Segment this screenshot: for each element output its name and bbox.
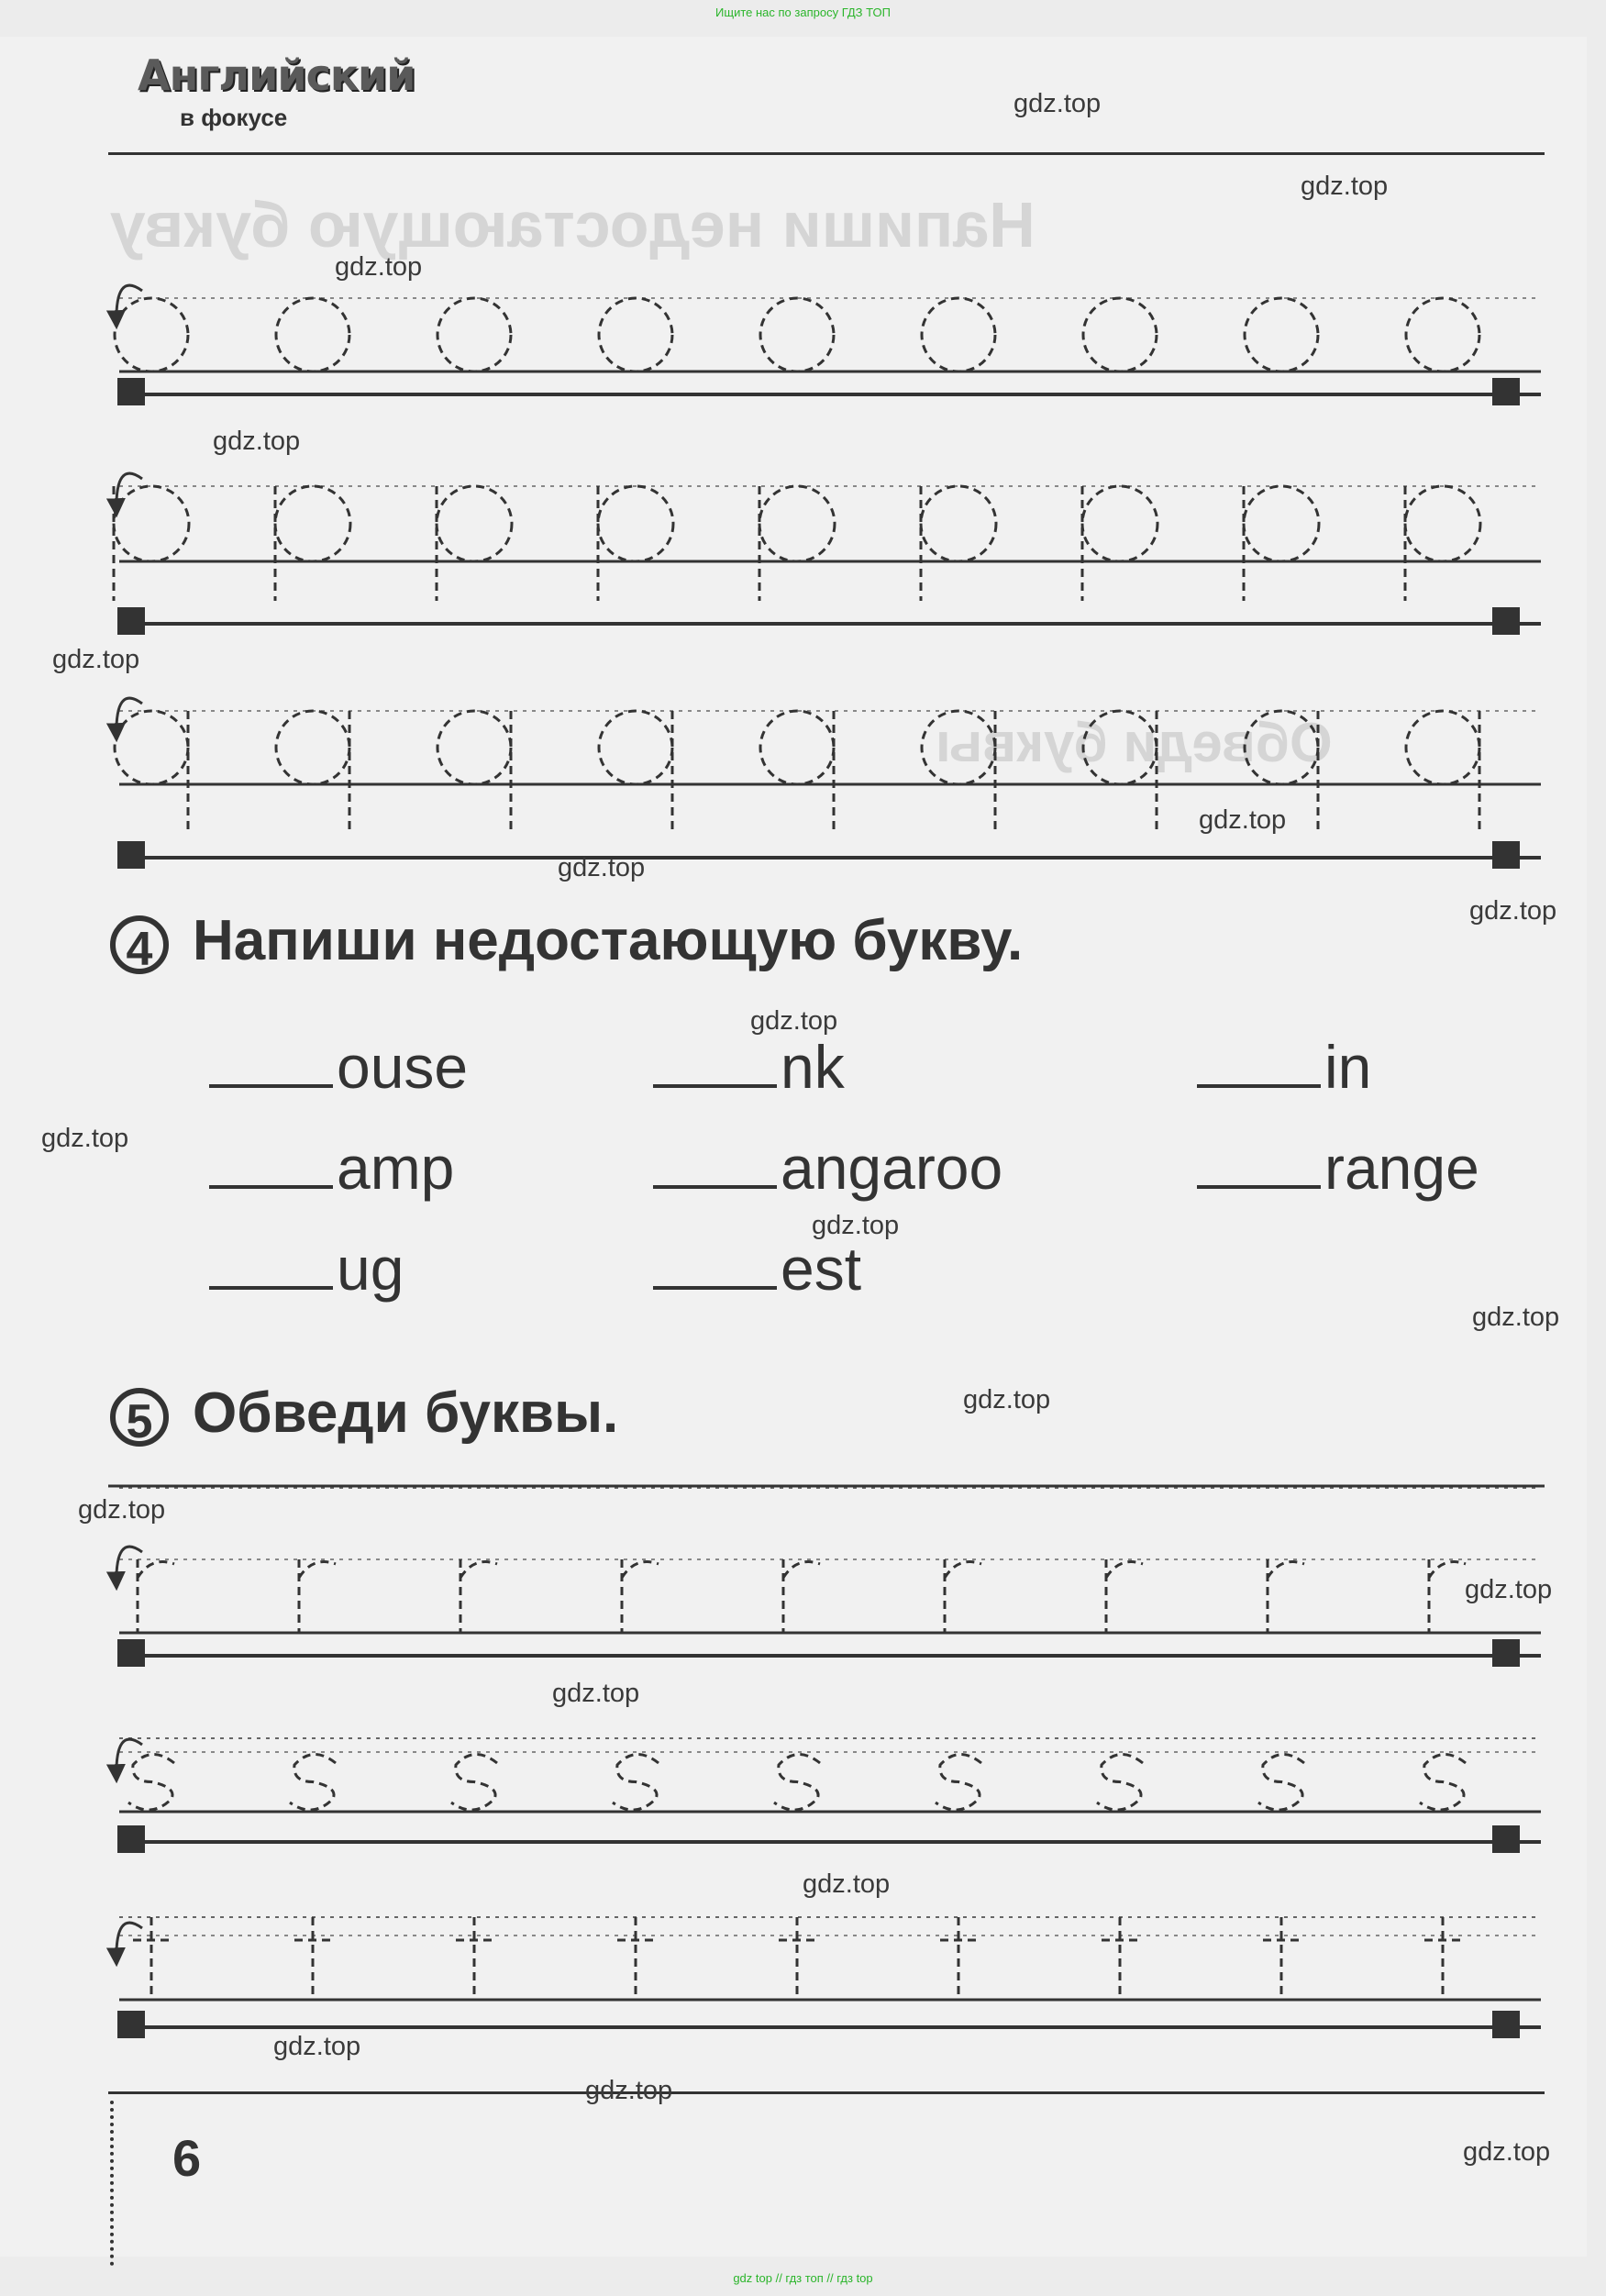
trace-letter [437,711,511,784]
word-fragment: est [781,1235,862,1303]
row-marker [117,1639,145,1667]
task-4-title-text: Напиши недостающую букву. [193,909,1024,972]
row-marker [1492,841,1520,869]
row-marker [117,607,145,635]
watermark: gdz.top [1013,89,1102,118]
trace-letter [1406,298,1479,372]
bleed-through-decoration: Напиши недостающую букву [110,189,1036,261]
trace-letter [128,1754,174,1810]
watermark: gdz.top [1472,1303,1560,1332]
watermark: gdz.top [803,1869,891,1899]
trace-letter [1429,1562,1466,1578]
watermark: gdz.top [812,1211,900,1240]
trace-letter [114,486,189,561]
trace-letter [275,486,350,561]
task-5-title [110,1381,618,1447]
answer-blank[interactable] [1197,1137,1321,1189]
trace-letter [1258,1754,1304,1810]
trace-letter [1245,298,1318,372]
trace-letter [1082,486,1157,561]
bleed-through-decoration: Обведи буквы [936,712,1333,773]
logo-title: Английский [138,50,415,100]
bottom-banner: gdz top // гдз топ // гдз top [733,2271,873,2285]
trace-letter [922,711,995,784]
trace-letter [760,298,834,372]
row-marker [117,841,145,869]
word-fragment: angaroo [781,1134,1003,1202]
word-blank-item[interactable] [209,1234,404,1303]
row-marker [117,2011,145,2038]
trace-letter [437,486,512,561]
row-marker [1492,1825,1520,1853]
trace-letter [759,486,835,561]
row-marker [117,1825,145,1853]
row-marker [1492,2011,1520,2038]
word-blank-item[interactable] [209,1032,468,1102]
word-fragment: nk [781,1033,845,1101]
trace-letter [1097,1754,1143,1810]
watermark: gdz.top [558,853,646,882]
trace-letter [1106,1562,1143,1578]
watermark: gdz.top [1199,805,1287,835]
answer-blank[interactable] [653,1238,777,1290]
trace-letter [138,1562,174,1578]
watermark: gdz.top [750,1006,838,1036]
watermark: gdz.top [1469,896,1557,926]
trace-letter [1245,711,1318,784]
row-marker [1492,378,1520,405]
trace-letter [936,1754,981,1810]
trace-letter [1405,486,1480,561]
trace-letter [613,1754,659,1810]
word-blank-item[interactable] [209,1133,454,1203]
word-blank-item[interactable] [1197,1032,1371,1102]
trace-letter [460,1562,497,1578]
page-number: 6 [172,2129,202,2187]
watermark: gdz.top [78,1495,166,1525]
word-fragment: amp [337,1134,455,1202]
stroke-direction-arrow [116,285,142,326]
word-fragment: range [1324,1134,1479,1202]
stroke-direction-arrow [116,1923,142,1963]
trace-letter [290,1754,336,1810]
trace-letter [1083,298,1157,372]
watermark: gdz.top [1465,1575,1553,1604]
trace-letter [451,1754,497,1810]
answer-blank[interactable] [653,1137,777,1189]
trace-letter [1420,1754,1466,1810]
watermark: gdz.top [1463,2137,1551,2167]
trace-letter [115,711,188,784]
stroke-direction-arrow [116,698,142,738]
top-banner: Ищите нас по запросу ГДЗ ТОП [715,6,891,19]
trace-letter [945,1562,981,1578]
answer-blank[interactable] [209,1037,333,1088]
row-marker [117,378,145,405]
watermark: gdz.top [552,1679,640,1708]
logo-subtitle: в фокусе [180,104,288,131]
task-5-title-text: Обведи буквы. [193,1381,619,1445]
watermark: gdz.top [335,252,423,282]
watermark: gdz.top [273,2032,361,2061]
trace-letter [1244,486,1319,561]
trace-letter [115,298,188,372]
watermark: gdz.top [52,645,140,674]
word-fragment: ouse [337,1033,469,1101]
word-fragment: in [1324,1033,1372,1101]
watermark: gdz.top [213,427,301,456]
trace-letter [1406,711,1479,784]
trace-letter [598,486,673,561]
word-blank-item[interactable] [653,1234,861,1303]
trace-letter [599,711,672,784]
trace-letter [599,298,672,372]
row-marker [1492,1639,1520,1667]
watermark: gdz.top [1301,172,1389,201]
task-4-title [110,908,1023,974]
task-5-number: 5 [110,1388,169,1447]
word-blank-item[interactable] [653,1133,1002,1203]
trace-letter [299,1562,336,1578]
task-4-number: 4 [110,915,169,974]
trace-letter [1083,711,1157,784]
watermark: gdz.top [963,1385,1051,1414]
answer-blank[interactable] [209,1238,333,1290]
trace-letter [760,711,834,784]
word-blank-item[interactable] [1197,1133,1479,1203]
word-blank-item[interactable] [653,1032,845,1102]
trace-letter [774,1754,820,1810]
answer-blank[interactable] [653,1037,777,1088]
word-fragment: ug [337,1235,404,1303]
trace-letter [276,298,349,372]
trace-letter [1268,1562,1304,1578]
watermark: gdz.top [41,1124,129,1153]
row-marker [1492,607,1520,635]
footer-rule [108,2091,1545,2094]
answer-blank[interactable] [209,1137,333,1189]
stroke-direction-arrow [116,1739,142,1780]
trace-letter [437,298,511,372]
trace-letter [783,1562,820,1578]
trace-letter [276,711,349,784]
trace-letter [922,298,995,372]
answer-blank[interactable] [1197,1037,1321,1088]
trace-letter [622,1562,659,1578]
binding-dots-decoration [110,2101,117,2266]
watermark: gdz.top [585,2076,673,2105]
trace-letter [921,486,996,561]
